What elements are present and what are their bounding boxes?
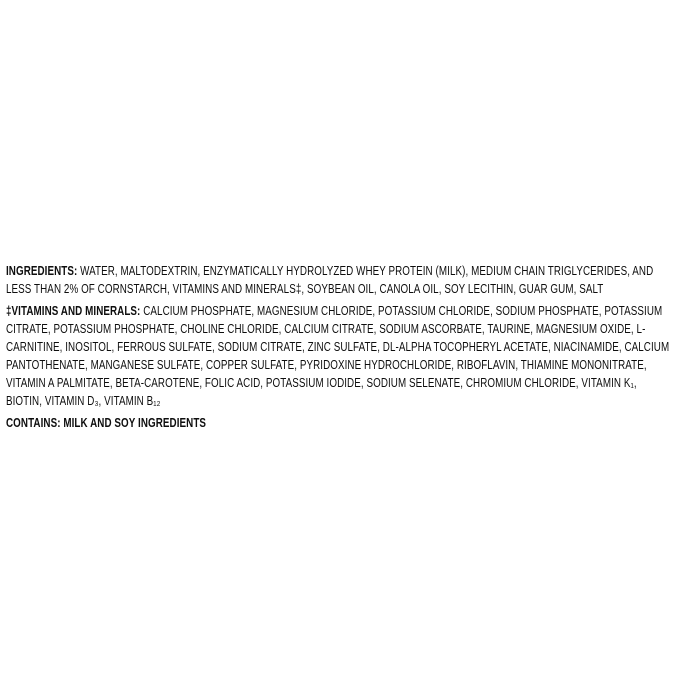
ingredients-text-block <box>6 262 674 436</box>
vitamins-minerals-heading: ‡VITAMINS AND MINERALS: <box>6 304 141 318</box>
ingredients-paragraph <box>6 262 674 298</box>
ingredients-list-text: WATER, MALTODEXTRIN, ENZYMATICALLY HYDROLYZED WHEY PROTEIN (MILK), MEDIUM CHAIN TRIGLYCERIDES, AND LESS THAN 2% OF CORNSTARCH, VITAMINS AND MINERALS‡, SOYBEAN OIL, CANOLA OIL, SOY LECITHIN, GUAR GUM, SALT <box>6 264 654 296</box>
vitamins-minerals-paragraph <box>6 302 674 410</box>
vitamins-minerals-list-text: CALCIUM PHOSPHATE, MAGNESIUM CHLORIDE, POTASSIUM CHLORIDE, SODIUM PHOSPHATE, POTASSIUM CITRATE, POTASSIUM PHOSPHATE, CHOLINE CHLORIDE, CALCIUM CITRATE, SODIUM ASCORBATE, TAURINE, MAGNESIUM OXIDE, L-CARNITINE, INOSITOL, FERROUS SULFATE, SODIUM CITRATE, ZINC SULFATE, DL-ALPHA TOCOPHERYL ACETATE, NIACINAMIDE, CALCIUM PANTOTHENATE, MANGANESE SULFATE, COPPER SULFATE, PYRIDOXINE HYDROCHLORIDE, RIBOFLAVIN, THIAMINE MONONITRATE, VITAMIN A PALMITATE, BETA-CAROTENE, FOLIC ACID, POTASSIUM IODIDE, SODIUM SELENATE, CHROMIUM CHLORIDE, VITAMIN K₁, BIOTIN, VITAMIN D₃, VITAMIN B₁₂ <box>6 304 670 408</box>
ingredients-heading: INGREDIENTS: <box>6 264 78 278</box>
contains-statement: CONTAINS: MILK AND SOY INGREDIENTS <box>6 416 207 430</box>
contains-paragraph <box>6 414 674 432</box>
